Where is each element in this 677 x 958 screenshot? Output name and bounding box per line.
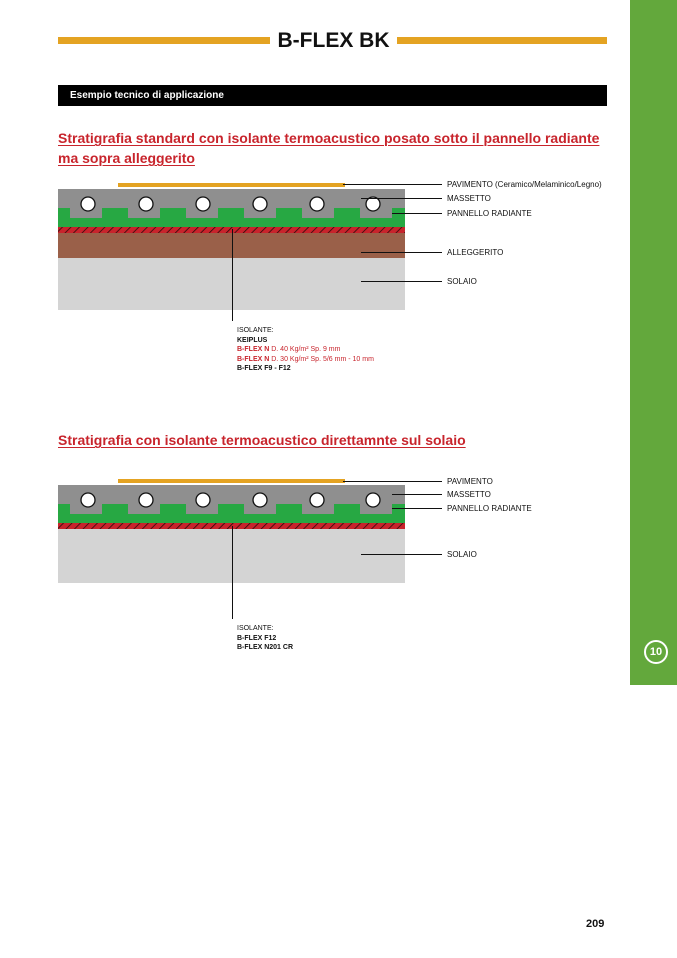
label-solaio-2: SOLAIO — [447, 550, 477, 559]
section-label: Esempio tecnico di applicazione — [70, 90, 224, 101]
label-pannello: PANNELLO RADIANTE — [447, 209, 532, 218]
title-bar-left — [58, 37, 270, 44]
label-massetto: MASSETTO — [447, 194, 491, 203]
isolante-block-1: ISOLANTE: KEIPLUS B-FLEX N D. 40 Kg/m² Sp. 9 mm B-FLEX N D. 30 Kg/m² Sp. 5/6 mm - 10 mm B-FLEX F9 - F12 — [237, 327, 374, 372]
diagram1-heading: Stratigrafia standard con isolante termoacustico posato sotto il pannello radiante ma sopra alleggerito — [58, 130, 600, 166]
floor-layer — [118, 183, 345, 187]
diagram2-heading: Stratigrafia con isolante termoacustico direttamnte sul solaio — [58, 432, 466, 448]
isolante-block-2: ISOLANTE: B-FLEX F12 B-FLEX N201 CR — [237, 625, 294, 651]
label-pavimento-2: PAVIMENTO — [447, 477, 493, 486]
label-pavimento: PAVIMENTO (Ceramico/Melaminico/Legno) — [447, 180, 602, 189]
pannello-layer — [58, 504, 405, 517]
label-pannello-2: PANNELLO RADIANTE — [447, 504, 532, 513]
page-title: B-FLEX BK — [277, 29, 390, 52]
pannello-layer — [58, 208, 405, 221]
floor-layer — [118, 479, 345, 483]
isolante-leader — [232, 229, 233, 321]
label-solaio: SOLAIO — [447, 277, 477, 286]
title-bar-right — [397, 37, 607, 44]
isolante-leader-2 — [232, 526, 233, 619]
label-massetto-2: MASSETTO — [447, 490, 491, 499]
chapter-side-tab — [630, 0, 677, 685]
page-number: 209 — [586, 918, 605, 930]
chapter-number-badge: 10 — [644, 640, 668, 664]
label-alleggerito: ALLEGGERITO — [447, 248, 504, 257]
